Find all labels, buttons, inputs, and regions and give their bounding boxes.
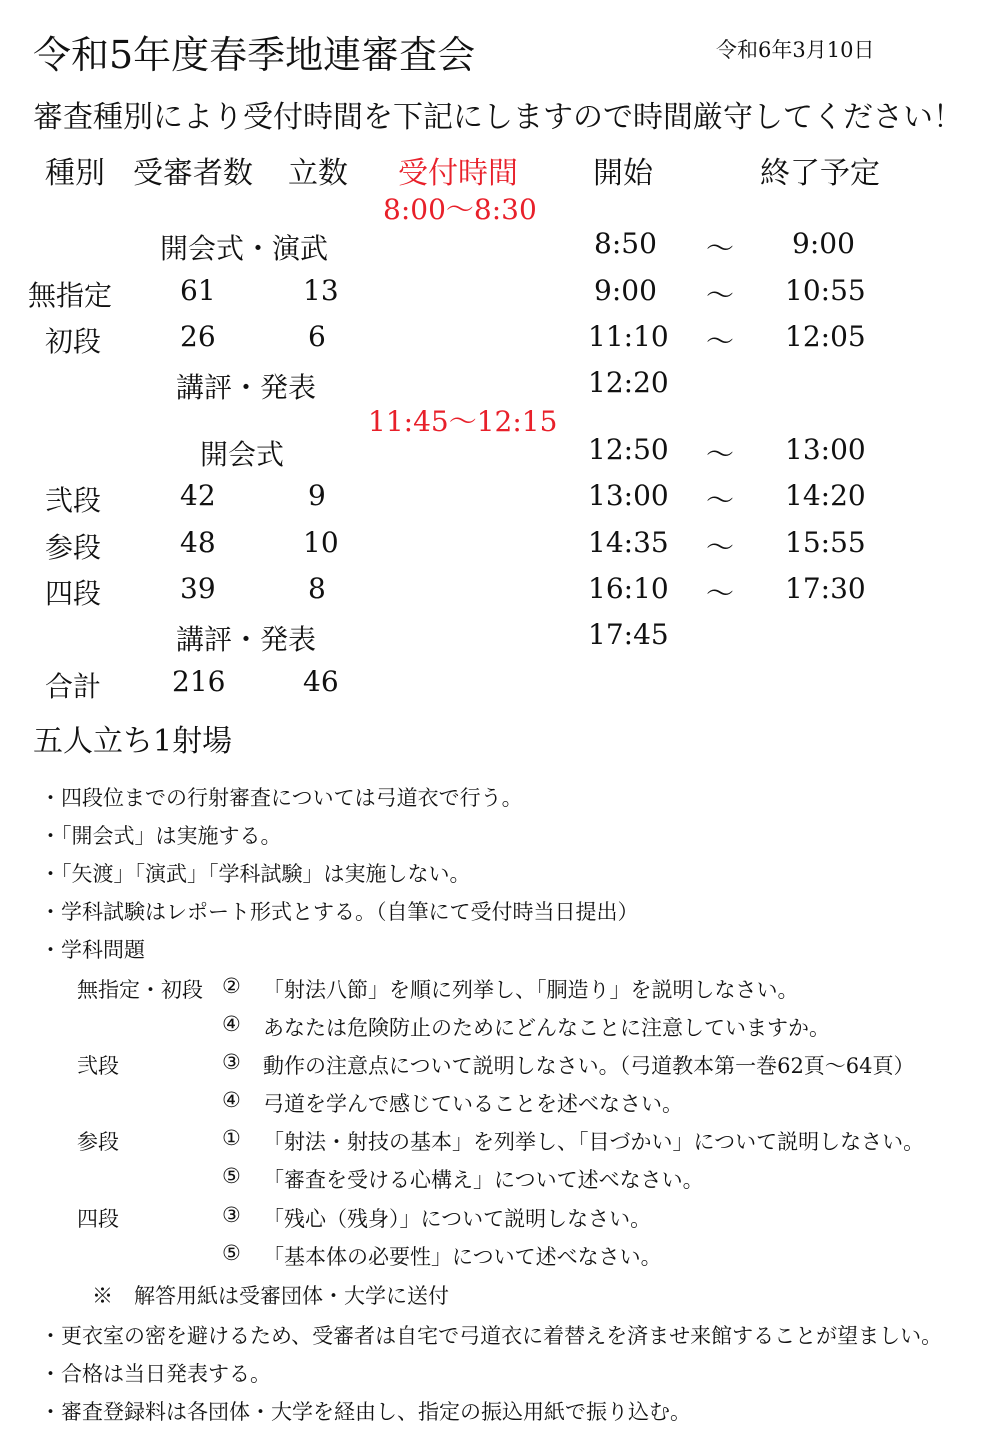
row-count: 61 (180, 274, 216, 307)
header-type: 種別 (45, 156, 105, 191)
note-item: ・「開会式」は実施する。 (40, 824, 282, 848)
question-text: 「基本体の必要性」について述べなさい。 (263, 1245, 662, 1269)
row-tachi: 46 (303, 665, 339, 698)
row-start: 13:00 (588, 479, 669, 512)
question-grade: 四段 (77, 1207, 119, 1231)
row-label: 講評・発表 (176, 371, 317, 404)
note-item: ・「矢渡」「演武」「学科試験」は実施しない。 (40, 862, 471, 886)
shooting-format: 五人立ち1射場 (33, 724, 233, 759)
question-text: 「射法八節」を順に列挙し、「胴造り」を説明しなさい。 (263, 978, 799, 1002)
question-number: ② (222, 974, 241, 998)
row-label: 無指定 (28, 279, 113, 312)
document-date: 令和6年3月10日 (716, 38, 875, 62)
row-label: 開会式・演武 (160, 232, 329, 265)
row-tachi: 9 (308, 479, 326, 512)
row-start: 16:10 (588, 572, 669, 605)
row-end: 15:55 (785, 526, 866, 559)
row-end: 13:00 (785, 433, 866, 466)
row-start: 8:50 (594, 227, 657, 260)
subtitle-instruction: 審査種別により受付時間を下記にしますので時間厳守してください！ (33, 100, 963, 135)
row-count: 26 (180, 320, 216, 353)
header-tachi: 立数 (288, 156, 348, 191)
row-end: 10:55 (785, 274, 866, 307)
reception-time-am: 8:00～8:30 (383, 193, 537, 226)
row-tilde: ～ (706, 577, 735, 610)
header-start: 開始 (593, 156, 653, 191)
question-text: 「射法・射技の基本」を列挙し、「目づかい」について説明しなさい。 (263, 1130, 925, 1154)
question-number: ④ (222, 1088, 241, 1112)
row-tachi: 6 (308, 320, 326, 353)
row-label: 弐段 (45, 484, 102, 517)
row-start: 17:45 (588, 618, 669, 651)
row-tilde: ～ (706, 232, 735, 265)
question-number: ④ (222, 1012, 241, 1036)
row-tilde: ～ (706, 325, 735, 358)
row-start: 9:00 (594, 274, 657, 307)
row-tachi: 8 (308, 572, 326, 605)
row-tilde: ～ (706, 438, 735, 471)
row-start: 14:35 (588, 526, 669, 559)
row-count: 48 (180, 526, 216, 559)
question-number: ③ (222, 1050, 241, 1074)
row-label: 参段 (45, 531, 102, 564)
question-text: 「残心（残身）」について説明しなさい。 (263, 1207, 652, 1231)
row-end: 14:20 (785, 479, 866, 512)
page-title: 令和5年度春季地連審査会 (33, 33, 476, 77)
note-item: ・審査登録料は各団体・大学を経由し、指定の振込用紙で振り込む。 (40, 1400, 691, 1424)
question-number: ③ (222, 1203, 241, 1227)
row-tilde: ～ (706, 531, 735, 564)
row-tilde: ～ (706, 484, 735, 517)
row-tilde: ～ (706, 279, 735, 312)
row-label: 開会式 (200, 438, 285, 471)
row-label: 初段 (45, 325, 102, 358)
row-label: 四段 (45, 577, 102, 610)
note-item: ・学科問題 (40, 938, 145, 962)
row-count: 216 (172, 665, 226, 698)
note-item: ・四段位までの行射審査については弓道衣で行う。 (40, 786, 523, 810)
question-text: 「審査を受ける心構え」について述べなさい。 (263, 1168, 704, 1192)
row-start: 12:50 (588, 433, 669, 466)
row-count: 42 (180, 479, 216, 512)
row-tachi: 10 (303, 526, 339, 559)
note-item: ・学科試験はレポート形式とする。（自筆にて受付時当日提出） (40, 900, 639, 924)
question-number: ⑤ (222, 1241, 241, 1265)
note-item: ・合格は当日発表する。 (40, 1362, 271, 1386)
header-end: 終了予定 (760, 156, 880, 191)
row-label: 講評・発表 (176, 623, 317, 656)
question-grade: 弐段 (77, 1054, 119, 1078)
question-text: あなたは危険防止のためにどんなことに注意していますか。 (263, 1016, 830, 1040)
row-start: 11:10 (588, 320, 669, 353)
question-grade: 無指定・初段 (77, 978, 203, 1002)
row-end: 17:30 (785, 572, 866, 605)
row-tachi: 13 (303, 274, 339, 307)
header-reception: 受付時間 (398, 156, 518, 191)
answer-sheet-note: ※ 解答用紙は受審団体・大学に送付 (92, 1284, 449, 1308)
row-label: 合計 (45, 670, 102, 703)
question-grade: 参段 (77, 1130, 119, 1154)
row-end: 9:00 (792, 227, 855, 260)
reception-time-pm: 11:45～12:15 (368, 405, 558, 438)
question-text: 動作の注意点について説明しなさい。（弓道教本第一巻62頁～64頁） (263, 1054, 915, 1078)
row-count: 39 (180, 572, 216, 605)
question-number: ⑤ (222, 1164, 241, 1188)
note-item: ・更衣室の密を避けるため、受審者は自宅で弓道衣に着替えを済ませ来館することが望ましい。 (40, 1324, 943, 1348)
question-text: 弓道を学んで感じていることを述べなさい。 (263, 1092, 683, 1116)
row-end: 12:05 (785, 320, 866, 353)
row-start: 12:20 (588, 366, 669, 399)
question-number: ① (222, 1126, 241, 1150)
header-examinees: 受審者数 (133, 156, 253, 191)
